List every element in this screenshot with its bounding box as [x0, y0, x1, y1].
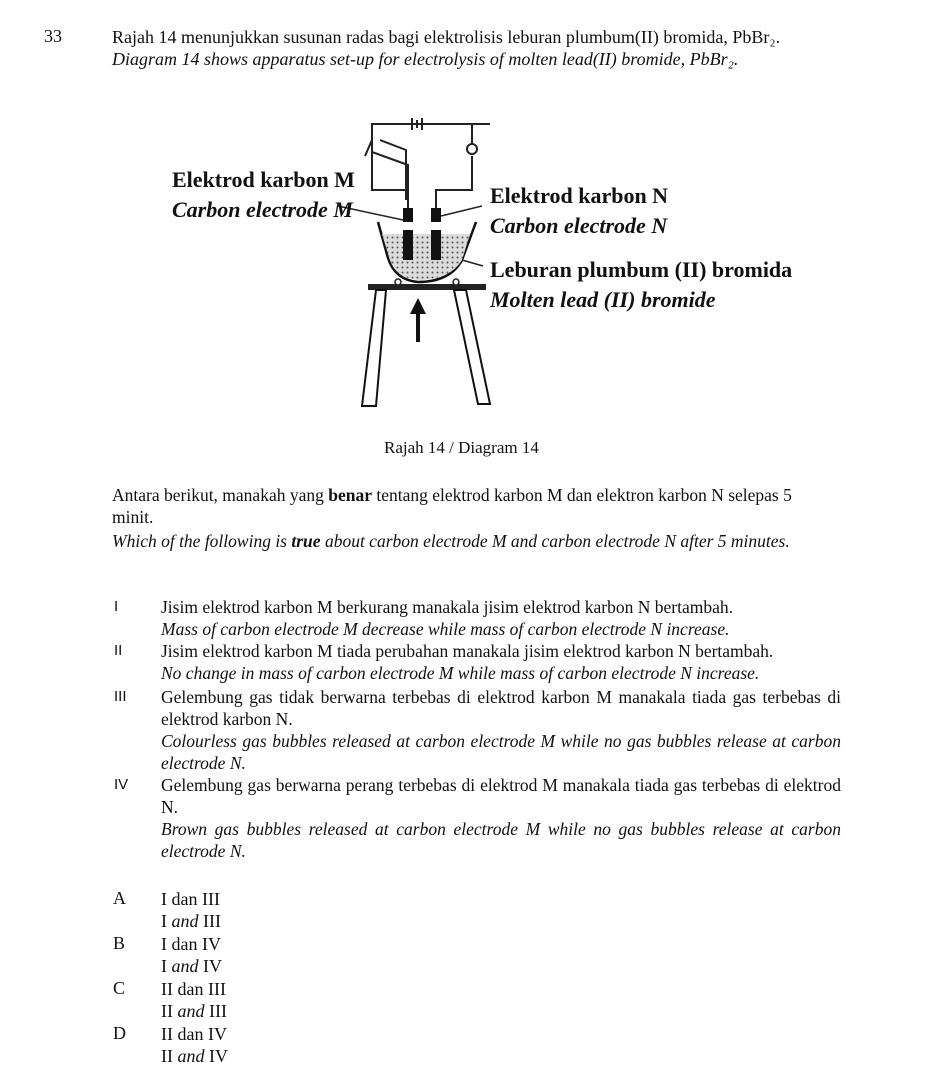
option-malay[interactable]: II dan III: [161, 979, 226, 999]
statement-english: No change in mass of carbon electrode M while mass of carbon electrode N increase.: [161, 663, 760, 683]
label-molten-english: Molten lead (II) bromide: [490, 287, 716, 312]
statement-english: Colourless gas bubbles released at carbon electrode M while no gas bubbles release at carbon electrode N.: [161, 731, 841, 773]
label-molten-malay: Leburan plumbum (II) bromida: [490, 257, 793, 282]
circuit-loop: [372, 124, 472, 214]
question-stem-malay: Rajah 14 menunjukkan susunan radas bagi elektrolisis leburan plumbum(II) bromida, PbBr₂.: [112, 27, 781, 47]
option-english[interactable]: I and III: [161, 911, 221, 931]
statement-english: Brown gas bubbles released at carbon electrode M while no gas bubbles release at carbon electrode N.: [161, 819, 841, 861]
label-electrode-m-malay: Elektrod karbon M: [172, 167, 355, 192]
prompt-malay: Antara berikut, manakah yang benar tentang elektrod karbon M dan elektron karbon N selepas 5 minit.: [112, 485, 792, 527]
label-electrode-m-english: Carbon electrode M: [172, 197, 353, 222]
option-english[interactable]: II and III: [161, 1001, 227, 1021]
label-electrode-n-english: Carbon electrode N: [490, 213, 668, 238]
question-number: 33: [44, 26, 62, 46]
statement-english: Mass of carbon electrode M decrease while mass of carbon electrode N increase.: [161, 619, 730, 639]
option-letter[interactable]: A: [113, 888, 126, 908]
option-malay[interactable]: I dan III: [161, 889, 220, 909]
option-english[interactable]: I and IV: [161, 956, 222, 976]
statement-number: I: [114, 598, 119, 615]
heat-arrow-icon: [410, 298, 426, 342]
option-letter[interactable]: C: [113, 978, 126, 998]
bulb-icon: [467, 144, 477, 154]
option-malay[interactable]: II dan IV: [161, 1024, 227, 1044]
switch-icon: [365, 140, 372, 156]
question-stem-english: Diagram 14 shows apparatus set-up for electrolysis of molten lead(II) bromide, PbBr₂.: [112, 49, 739, 69]
diagram-caption: Rajah 14 / Diagram 14: [384, 438, 539, 457]
statement-malay: Jisim elektrod karbon M tiada perubahan manakala jisim elektrod karbon N bertambah.: [161, 641, 774, 661]
electrolysis-diagram: [150, 110, 793, 410]
statement-malay: Gelembung gas tidak berwarna terbebas di elektrod karbon M manakala tiada gas terbebas di elektrod karbon N.: [161, 687, 841, 729]
option-letter[interactable]: D: [113, 1023, 126, 1043]
label-electrode-n-malay: Elektrod karbon N: [490, 183, 669, 208]
statement-number: IV: [114, 776, 129, 793]
tripod-leg-right: [454, 290, 490, 404]
statement-number: II: [114, 642, 123, 659]
option-letter[interactable]: B: [113, 933, 126, 953]
option-malay[interactable]: I dan IV: [161, 934, 221, 954]
option-english[interactable]: II and IV: [161, 1046, 228, 1066]
statement-malay: Jisim elektrod karbon M berkurang manakala jisim elektrod karbon N bertambah.: [161, 597, 733, 617]
prompt-english: Which of the following is true about carbon electrode M and carbon electrode N after 5 minutes.: [112, 531, 790, 551]
statement-malay: Gelembung gas berwarna perang terbebas di elektrod M manakala tiada gas terbebas di elektrod N.: [161, 775, 841, 817]
tripod-leg-left: [362, 290, 386, 406]
statement-number: III: [114, 688, 127, 705]
